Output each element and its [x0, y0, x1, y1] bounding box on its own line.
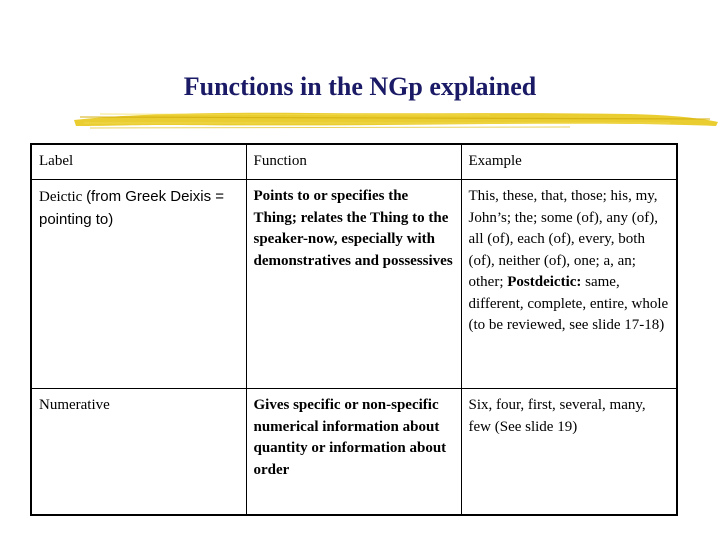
ngp-functions-table — [30, 143, 678, 516]
cell-example-deictic — [461, 180, 677, 389]
table-row-deictic — [31, 180, 677, 389]
table-header-row — [31, 144, 677, 180]
header-label: Label — [31, 144, 246, 180]
cell-function-numerative: Gives specific or non-specific numerical information about quantity or information about order — [246, 389, 461, 516]
example-deictic-postdeictic: Postdeictic: — [507, 274, 582, 290]
table-row-numerative — [31, 389, 677, 516]
example-deictic-part2: same, different, complete, entire, whole (to be reviewed, see slide 17-18) — [468, 274, 669, 333]
label-deictic-note: (from Greek Deixis = pointing to) — [39, 188, 225, 228]
header-example: Example — [461, 144, 677, 180]
header-function: Function — [246, 144, 461, 180]
example-deictic-part1: This, these, that, those; his, my, John’s; the; some (of), any (of), all (of), each (of), every, both (of), neither (of), one; a, an; other; — [468, 188, 659, 290]
cell-label-numerative: Numerative — [31, 389, 246, 516]
cell-label-deictic — [31, 180, 246, 389]
cell-example-numerative: Six, four, first, several, many, few (See slide 19) — [461, 389, 677, 516]
cell-function-deictic: Points to or specifies the Thing; relates the Thing to the speaker-now, especially with demonstratives and possessives — [246, 180, 461, 389]
slide-title: Functions in the NGp explained — [183, 72, 537, 101]
label-deictic-main: Deictic — [39, 189, 87, 205]
title-underline-brush — [70, 104, 720, 134]
